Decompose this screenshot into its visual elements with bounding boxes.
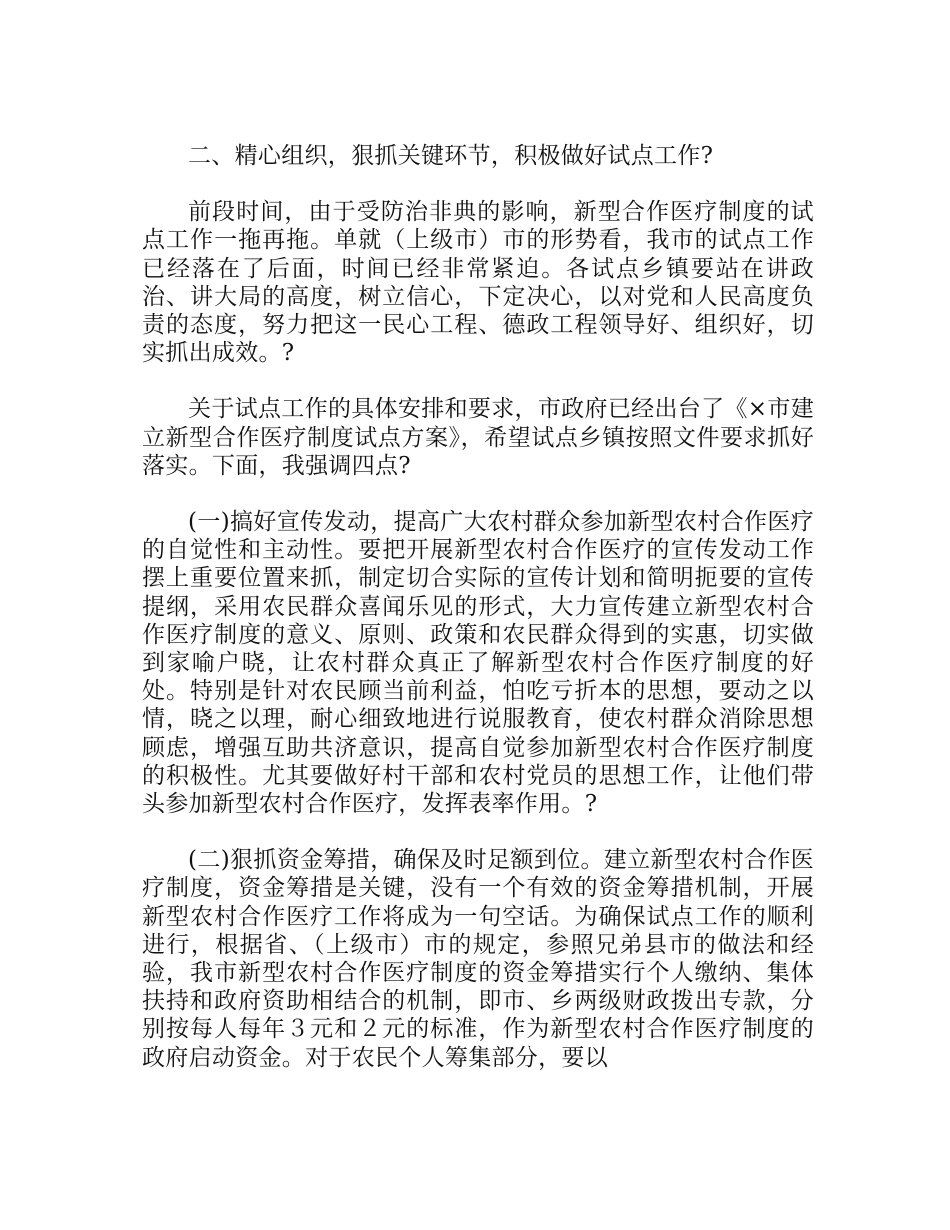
section-heading: 二、精心组织，狠抓关键环节，积极做好试点工作? [188,143,714,169]
paragraph-arrangement: 关于试点工作的具体安排和要求，市政府已经出台了《×市建立新型合作医疗制度试点方案》，希望试点乡镇按照文件要求抓好落实。下面，我强调四点? [142,396,814,479]
paragraph-point-one: (一)搞好宣传发动，提高广大农村群众参加新型农村合作医疗的自觉性和主动性。要把开展新型农村合作医疗的宣传发动工作摆上重要位置来抓，制定切合实际的宣传计划和简明扼要的宣传提纲，采用农民群众喜闻乐见的形式，大力宣传建立新型农村合作医疗制度的意义、原则、政策和农民群众得到的实惠，切实做到家喻户晓，让农村群众真正了解新型农村合作医疗制度的好处。特别是针对农民顾当前利益，怕吃亏折本的思想，要动之以情，晓之以理，耐心细致地进行说服教育，使农村群众消除思想顾虑，增强互助共济意识，提高自觉参加新型农村合作医疗制度的积极性。尤其要做好村干部和农村党员的思想工作，让他们带头参加新型农村合作医疗，发挥表率作用。? [142,509,814,818]
document-page [142,142,814,1100]
paragraph-background: 前段时间，由于受防治非典的影响，新型合作医疗制度的试点工作一拖再拖。单就（上级市）市的形势看，我市的试点工作已经落在了后面，时间已经非常紧迫。各试点乡镇要站在讲政治、讲大局的高度，树立信心，下定决心，以对党和人民高度负责的态度，努力把这一民心工程、德政工程领导好、组织好，切实抓出成效。? [142,199,814,367]
paragraph-point-two: (二)狠抓资金筹措，确保及时足额到位。建立新型农村合作医疗制度，资金筹措是关键，没有一个有效的资金筹措机制，开展新型农村合作医疗工作将成为一句空话。为确保试点工作的顺利进行，根据省、（上级市）市的规定，参照兄弟县市的做法和经验，我市新型农村合作医疗制度的资金筹措实行个人缴纳、集体扶持和政府资助相结合的机制，即市、乡两级财政拨出专款，分别按每人每年３元和２元的标准，作为新型农村合作医疗制度的政府启动资金。对于农民个人筹集部分，要以 [142,847,814,1071]
